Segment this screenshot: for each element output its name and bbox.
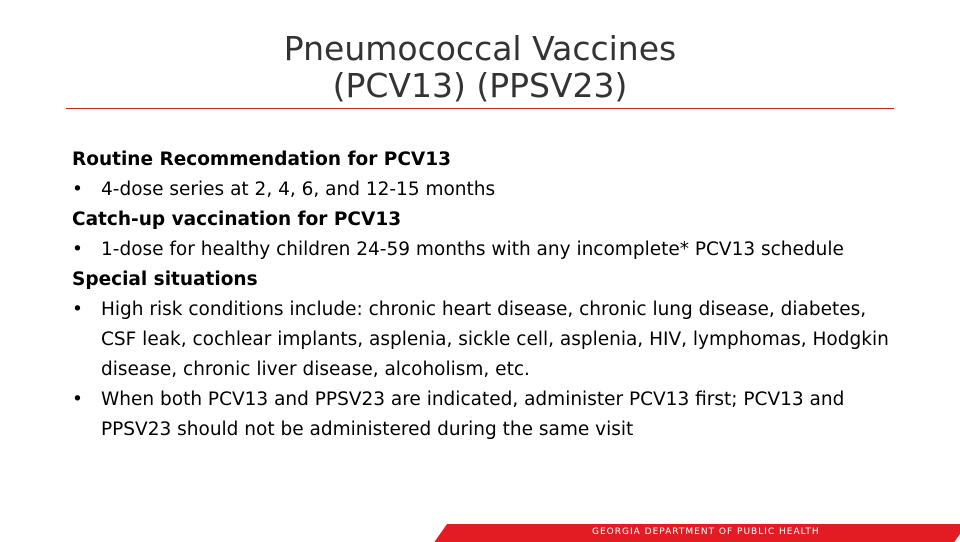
bullet-item [72, 295, 902, 385]
section-special [72, 265, 902, 445]
bullet-list [72, 235, 902, 265]
bullet-text: When both PCV13 and PPSV23 are indicated, administer PCV13 first; PCV13 and PPSV23 should not be administered during the same visit [101, 389, 845, 440]
footer-organization: GEORGIA DEPARTMENT OF PUBLIC HEALTH [592, 527, 820, 537]
bullet-item [72, 385, 902, 445]
bullet-list [72, 295, 902, 445]
bullet-text: 1-dose for healthy children 24-59 months with any incomplete* PCV13 schedule [101, 239, 844, 260]
bullet-item [72, 175, 902, 205]
title-line-2: (PCV13) (PPSV23) [332, 66, 628, 105]
slide-body [72, 145, 902, 445]
section-heading: Catch-up vaccination for PCV13 [72, 209, 402, 230]
section-heading: Routine Recommendation for PCV13 [72, 149, 451, 170]
bullet-icon: • [72, 239, 83, 260]
title-line-1: Pneumococcal Vaccines [283, 29, 677, 68]
section-heading: Special situations [72, 269, 258, 290]
bullet-item [72, 235, 902, 265]
section-routine [72, 145, 902, 205]
bullet-icon: • [72, 389, 83, 410]
section-catch-up [72, 205, 902, 265]
title-divider [66, 108, 894, 109]
bullet-text: High risk conditions include: chronic heart disease, chronic lung disease, diabetes, CSF leak, cochlear implants, asplenia, sickle cell, asplenia, HIV, lymphomas, Hodgkin disease, chronic liver disease, alcoholism, etc. [101, 299, 889, 380]
bullet-list [72, 175, 902, 205]
bullet-text: 4-dose series at 2, 4, 6, and 12-15 months [101, 179, 496, 200]
bullet-icon: • [72, 179, 83, 200]
slide-title [66, 30, 894, 104]
bullet-icon: • [72, 299, 83, 320]
